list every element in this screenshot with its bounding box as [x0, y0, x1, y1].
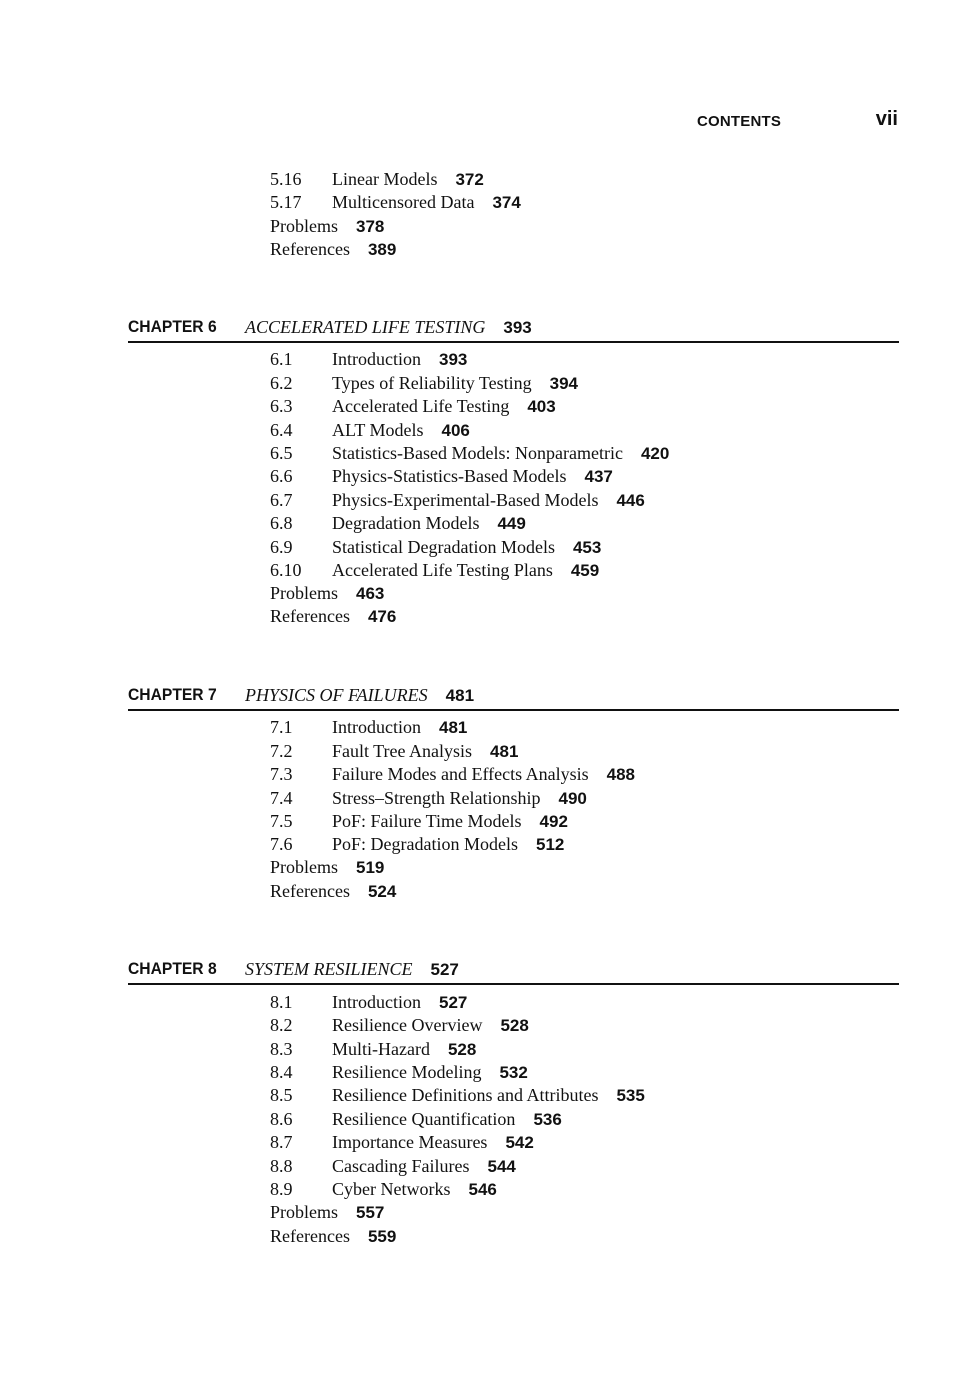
section-number: 7.2: [270, 741, 293, 761]
section-page: 372: [455, 170, 484, 189]
toc-entry: [270, 1201, 384, 1224]
section-page: 519: [356, 858, 385, 877]
section-page: 546: [468, 1180, 497, 1199]
section-title: Statistical Degradation Models: [332, 537, 555, 557]
chapter-title-line: [245, 957, 459, 982]
section-page: 393: [438, 350, 468, 369]
section-page: 481: [438, 718, 468, 737]
section-title: Introduction: [332, 717, 421, 737]
section-page: 528: [447, 1040, 477, 1059]
running-head-label: CONTENTS: [697, 113, 782, 130]
section-title: Statistics-Based Models: Nonparametric: [332, 443, 623, 463]
section-number: 8.7: [270, 1132, 293, 1152]
toc-entry: [270, 372, 578, 395]
section-title: Degradation Models: [332, 513, 480, 533]
section-page: 536: [533, 1110, 562, 1129]
section-page: 490: [558, 789, 587, 808]
chapter-title-line: [245, 315, 532, 340]
toc-entry: [270, 191, 521, 214]
section-number: 7.5: [270, 811, 293, 831]
section-page: 374: [492, 193, 521, 212]
toc-entry: [270, 168, 484, 191]
section-number: 7.4: [270, 788, 293, 808]
section-number: 6.10: [270, 560, 302, 580]
section-title: Resilience Quantification: [332, 1109, 516, 1129]
toc-entry: [270, 1178, 497, 1201]
section-title: Importance Measures: [332, 1132, 488, 1152]
chapter-heading: [128, 957, 899, 985]
section-title: Stress–Strength Relationship: [332, 788, 541, 808]
section-page: 406: [441, 421, 470, 440]
section-number: 5.17: [270, 192, 302, 212]
toc-entry: [270, 740, 518, 763]
section-page: 394: [549, 374, 579, 393]
section-page: 481: [490, 742, 519, 761]
chapter-title: ACCELERATED LIFE TESTING: [245, 317, 486, 337]
section-title: Accelerated Life Testing Plans: [332, 560, 553, 580]
section-title: Multicensored Data: [332, 192, 475, 212]
chapter-title: SYSTEM RESILIENCE: [245, 959, 413, 979]
toc-entry: [270, 1014, 529, 1037]
section-page: 446: [616, 491, 645, 510]
section-number: 8.1: [270, 992, 293, 1012]
toc-entry: [270, 1061, 528, 1084]
toc-entry: [270, 465, 613, 488]
section-title: Problems: [270, 857, 339, 877]
toc-entry: [270, 512, 526, 535]
section-page: 420: [640, 444, 670, 463]
section-title: References: [270, 1226, 350, 1246]
section-title: References: [270, 606, 350, 626]
toc-entry: [270, 605, 396, 628]
chapter-title: PHYSICS OF FAILURES: [245, 685, 428, 705]
section-title: Introduction: [332, 992, 421, 1012]
section-number: 7.6: [270, 834, 293, 854]
section-number: 6.9: [270, 537, 293, 557]
section-title: Physics-Experimental-Based Models: [332, 490, 599, 510]
section-page: 512: [536, 835, 565, 854]
toc-entry: [270, 442, 669, 465]
toc-entry: [270, 1108, 562, 1131]
section-number: 8.8: [270, 1156, 293, 1176]
section-title: Problems: [270, 1202, 339, 1222]
section-page: 535: [616, 1086, 645, 1105]
toc-entry: [270, 395, 556, 418]
section-number: 6.1: [270, 349, 293, 369]
page-number: vii: [875, 108, 898, 130]
section-number: 6.2: [270, 373, 293, 393]
section-page: 476: [367, 607, 397, 626]
section-title: Resilience Modeling: [332, 1062, 482, 1082]
section-title: Physics-Statistics-Based Models: [332, 466, 567, 486]
toc-entry: [270, 215, 384, 238]
section-page: 449: [497, 514, 526, 533]
toc-entry: [270, 991, 467, 1014]
section-title: Cyber Networks: [332, 1179, 451, 1199]
section-title: Problems: [270, 216, 339, 236]
section-title: Linear Models: [332, 169, 438, 189]
section-page: 488: [606, 765, 635, 784]
section-title: PoF: Degradation Models: [332, 834, 518, 854]
section-page: 437: [584, 467, 613, 486]
toc-entry: [270, 1084, 645, 1107]
section-title: ALT Models: [332, 420, 424, 440]
section-title: Problems: [270, 583, 339, 603]
section-number: 8.6: [270, 1109, 293, 1129]
toc-entry: [270, 489, 645, 512]
chapter-label: CHAPTER 8: [128, 959, 217, 978]
section-number: 8.5: [270, 1085, 293, 1105]
section-title: Cascading Failures: [332, 1156, 470, 1176]
section-page: 527: [438, 993, 468, 1012]
section-number: 6.5: [270, 443, 293, 463]
section-page: 463: [356, 584, 385, 603]
section-title: Multi-Hazard: [332, 1039, 430, 1059]
section-title: References: [270, 881, 350, 901]
chapter-heading: [128, 315, 899, 343]
section-title: Resilience Overview: [332, 1015, 483, 1035]
section-number: 8.3: [270, 1039, 293, 1059]
section-number: 8.2: [270, 1015, 293, 1035]
section-page: 378: [356, 217, 385, 236]
toc-entry: [270, 1225, 396, 1248]
chapter-heading: [128, 683, 899, 711]
toc-entry: [270, 856, 384, 879]
section-page: 389: [367, 240, 397, 259]
toc-entry: [270, 559, 599, 582]
section-page: 542: [505, 1133, 534, 1152]
toc-entry: [270, 810, 568, 833]
section-page: 459: [570, 561, 600, 580]
toc-entry: [270, 582, 384, 605]
toc-entry: [270, 238, 396, 261]
section-title: Introduction: [332, 349, 421, 369]
section-number: 8.4: [270, 1062, 293, 1082]
section-page: 557: [356, 1203, 385, 1222]
section-title: References: [270, 239, 350, 259]
toc-entry: [270, 763, 635, 786]
toc-entry: [270, 787, 587, 810]
section-title: Fault Tree Analysis: [332, 741, 473, 761]
toc-entry: [270, 536, 601, 559]
section-number: 7.3: [270, 764, 293, 784]
chapter-page: 393: [503, 318, 532, 337]
section-title: Failure Modes and Effects Analysis: [332, 764, 589, 784]
running-head: [0, 108, 980, 132]
section-page: 528: [500, 1016, 529, 1035]
section-number: 6.7: [270, 490, 293, 510]
section-page: 544: [487, 1157, 516, 1176]
chapter-title-line: [245, 683, 474, 708]
section-page: 453: [572, 538, 602, 557]
section-page: 492: [539, 812, 568, 831]
chapter-page: 481: [445, 686, 475, 705]
section-number: 6.6: [270, 466, 293, 486]
section-number: 6.8: [270, 513, 293, 533]
section-title: Types of Reliability Testing: [332, 373, 532, 393]
section-title: Resilience Definitions and Attributes: [332, 1085, 599, 1105]
section-page: 559: [367, 1227, 397, 1246]
toc-entry: [270, 716, 467, 739]
section-number: 7.1: [270, 717, 293, 737]
toc-entry: [270, 1155, 516, 1178]
chapter-label: CHAPTER 6: [128, 317, 217, 336]
section-number: 6.4: [270, 420, 293, 440]
section-title: Accelerated Life Testing: [332, 396, 510, 416]
toc-entry: [270, 833, 564, 856]
section-number: 8.9: [270, 1179, 293, 1199]
toc-entry: [270, 348, 467, 371]
chapter-label: CHAPTER 7: [128, 685, 217, 704]
section-page: 532: [499, 1063, 528, 1082]
toc-entry: [270, 1131, 534, 1154]
toc-entry: [270, 1038, 476, 1061]
section-number: 5.16: [270, 169, 302, 189]
section-title: PoF: Failure Time Models: [332, 811, 522, 831]
section-page: 524: [367, 882, 397, 901]
section-number: 6.3: [270, 396, 293, 416]
section-page: 403: [527, 397, 556, 416]
toc-entry: [270, 419, 470, 442]
chapter-page: 527: [430, 960, 459, 979]
toc-entry: [270, 880, 396, 903]
